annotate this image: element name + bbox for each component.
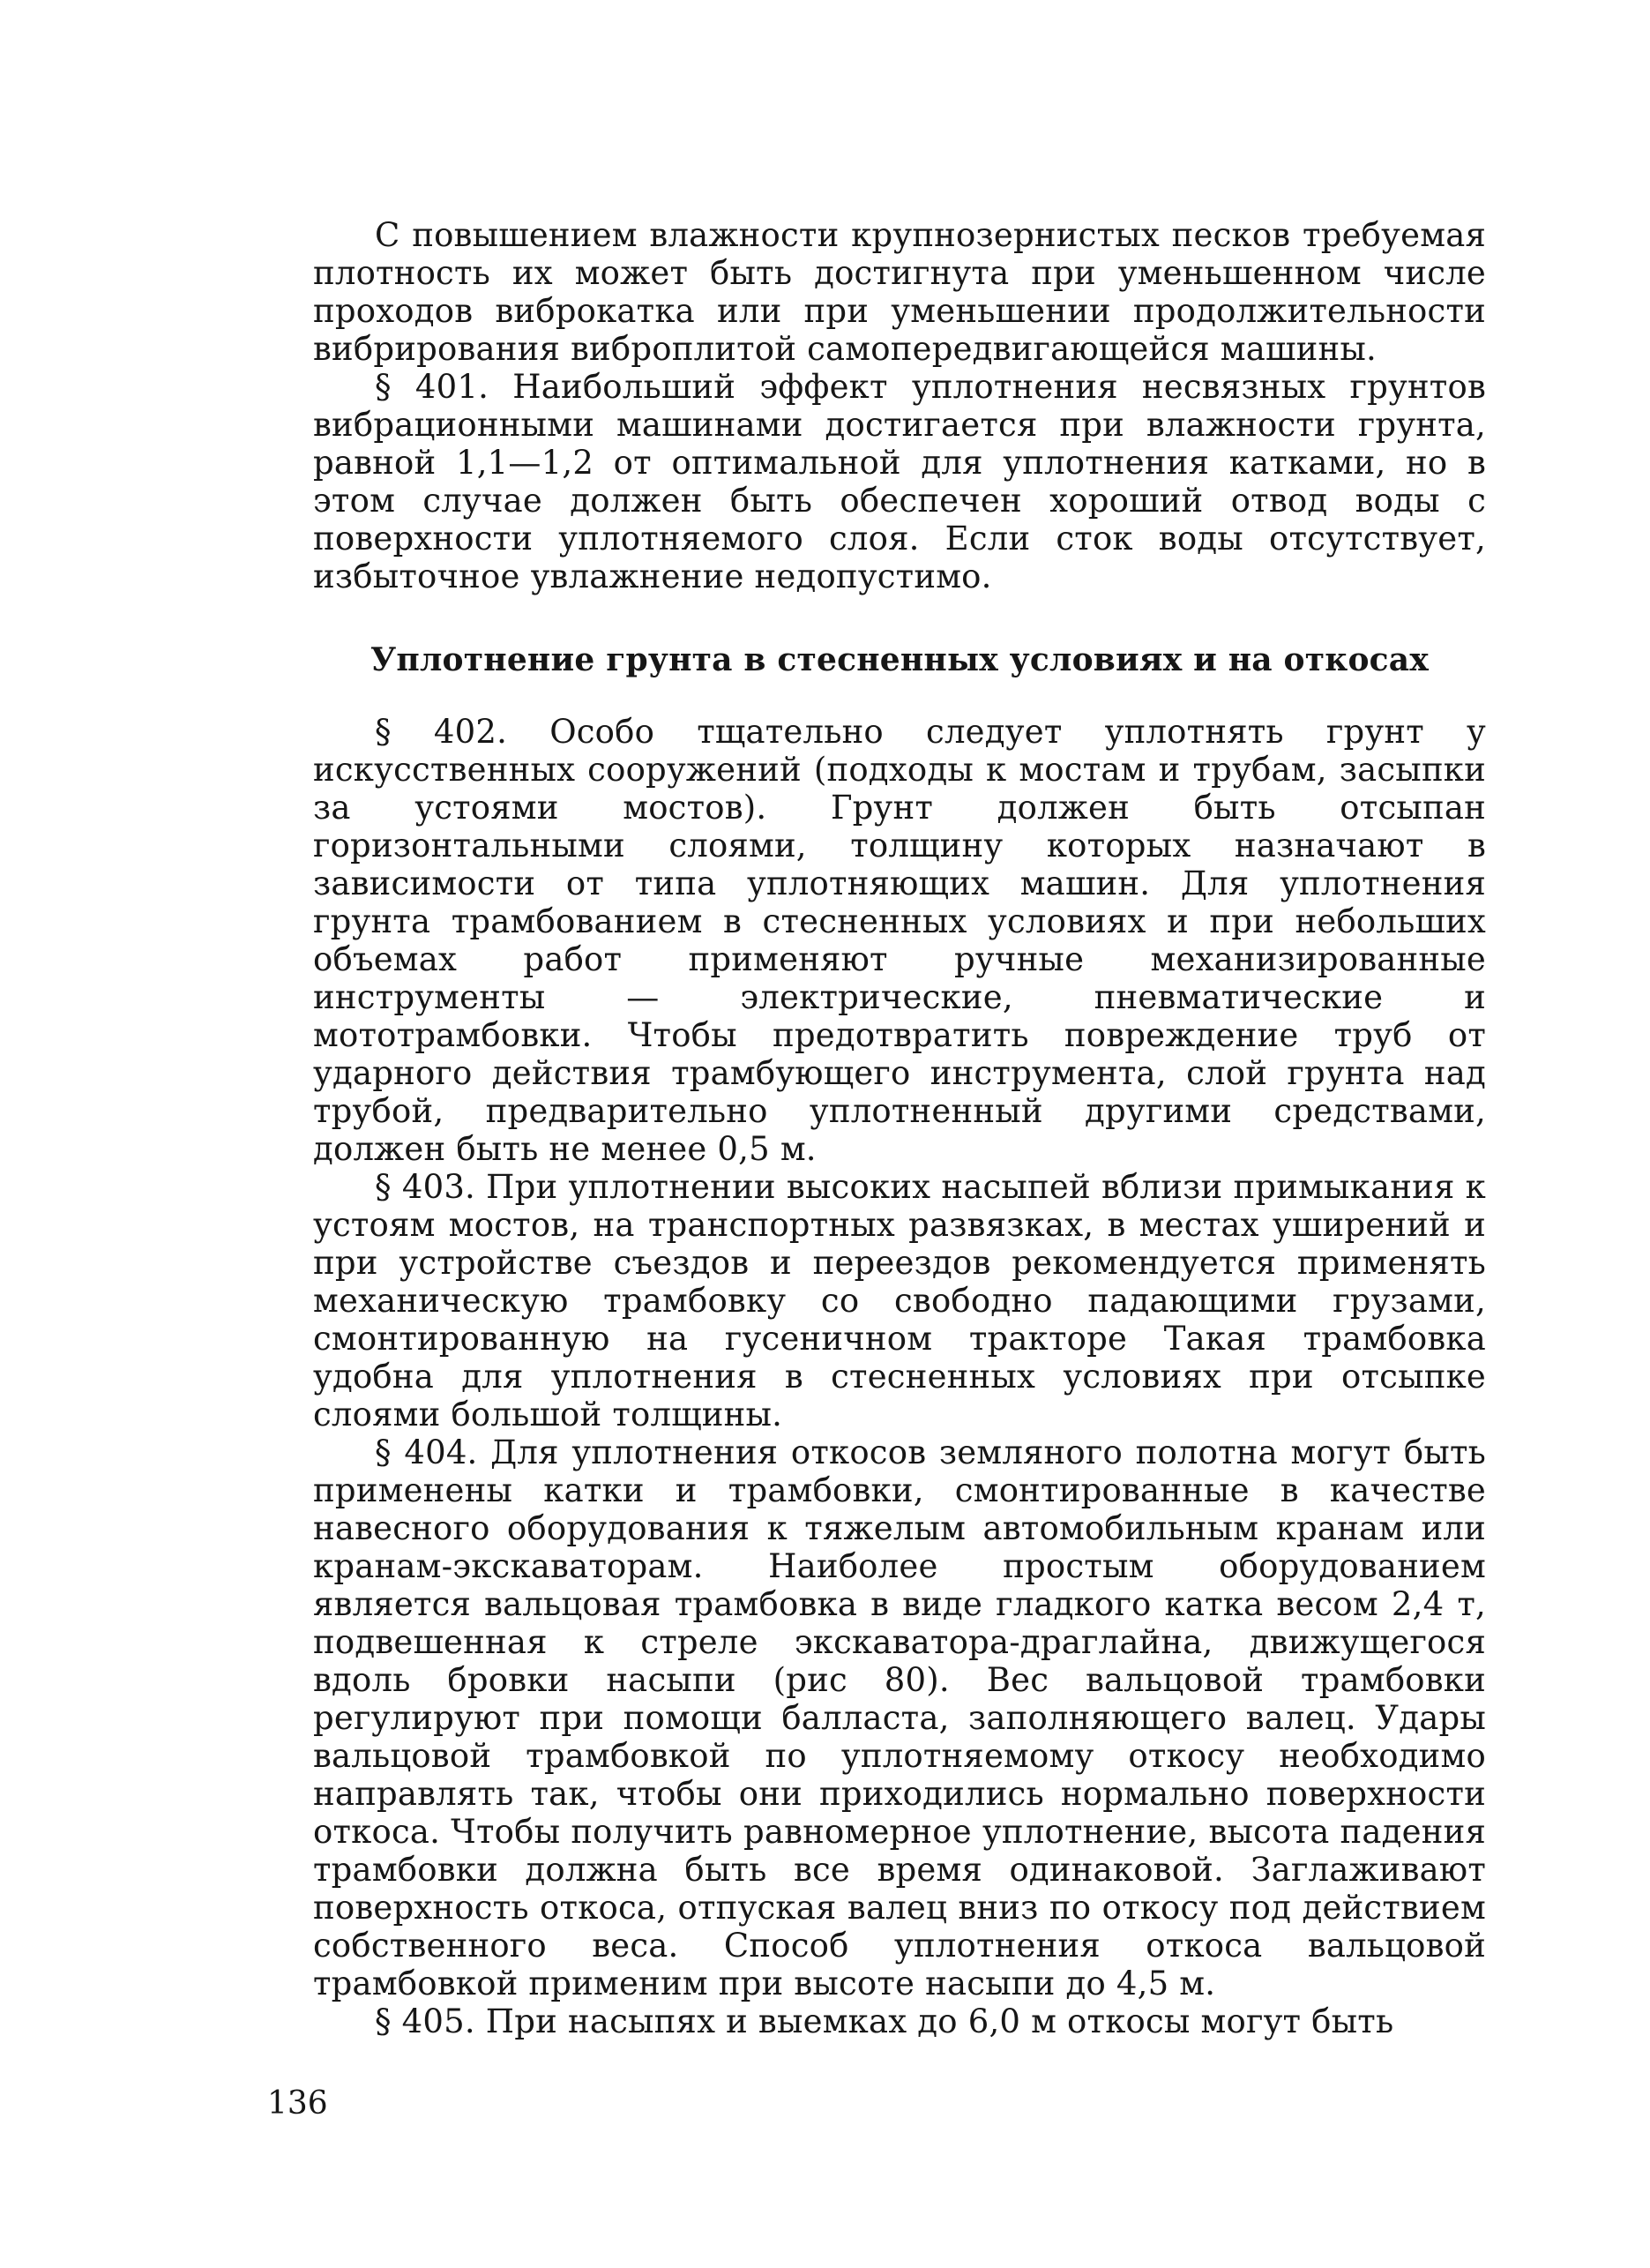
- paragraph-moisture-sands: С повышением влажности крупнозернистых песков требуемая плотность их может быть достигнута при уменьшенном числе проходов виброкатка или при уменьшении продолжительности вибрирования виброплитой самопередвигающейся машины.: [313, 216, 1486, 368]
- paragraph-403: § 403. При уплотнении высоких насыпей вблизи примыкания к устоям мостов, на транспортных развязках, в местах уширений и при устройстве съездов и переездов рекомендуется применять механическую трамбовку со свободно падающими грузами, смонтированную на гусеничном тракторе Такая трамбовка удобна для уплотнения в стесненных условиях при отсыпке слоями большой толщины.: [313, 1168, 1486, 1433]
- body-text: [313, 216, 1486, 2040]
- paragraph-401: § 401. Наибольший эффект уплотнения несвязных грунтов вибрационными машинами достигается при влажности грунта, равной 1,1—1,2 от оптимальной для уплотнения катками, но в этом случае должен быть обеспечен хороший отвод воды с поверхности уплотняемого слоя. Если сток воды отсутствует, избыточное увлажнение недопустимо.: [313, 368, 1486, 595]
- page-number: 136: [267, 2085, 328, 2122]
- paragraph-405: § 405. При насыпях и выемках до 6,0 м откосы могут быть: [375, 2002, 1394, 2040]
- section-heading: Уплотнение грунта в стесненных условиях и на откосах: [370, 641, 1429, 678]
- paragraph-402: § 402. Особо тщательно следует уплотнять грунт у искусственных сооружений (подходы к мостам и трубам, засыпки за устоями мостов). Грунт должен быть отсыпан горизонтальными слоями, толщину которых назначают в зависимости от типа уплотняющих машин. Для уплотнения грунта трамбованием в стесненных условиях и при небольших объемах работ применяют ручные механизированные инструменты — электрические, пневматические и мототрамбовки. Чтобы предотвратить повреждение труб от ударного действия трамбующего инструмента, слой грунта над трубой, предварительно уплотненный другими средствами, должен быть не менее 0,5 м.: [313, 713, 1486, 1168]
- paragraph-404: § 404. Для уплотнения откосов земляного полотна могут быть применены катки и трамбовки, смонтированные в качестве навесного оборудования к тяжелым автомобильным кранам или кранам-экскаваторам. Наиболее простым оборудованием является вальцовая трамбовка в виде гладкого катка весом 2,4 т, подвешенная к стреле экскаватора-драглайна, движущегося вдоль бровки насыпи (рис 80). Вес вальцовой трамбовки регулируют при помощи балласта, заполняющего валец. Удары вальцовой трамбовкой по уплотняемому откосу необходимо направлять так, чтобы они приходились нормально поверхности откоса. Чтобы получить равномерное уплотнение, высота падения трамбовки должна быть все время одинаковой. Заглаживают поверхность откоса, отпуская валец вниз по откосу под действием собственного веса. Способ уплотнения откоса вальцовой трамбовкой применим при высоте насыпи до 4,5 м.: [313, 1433, 1486, 2002]
